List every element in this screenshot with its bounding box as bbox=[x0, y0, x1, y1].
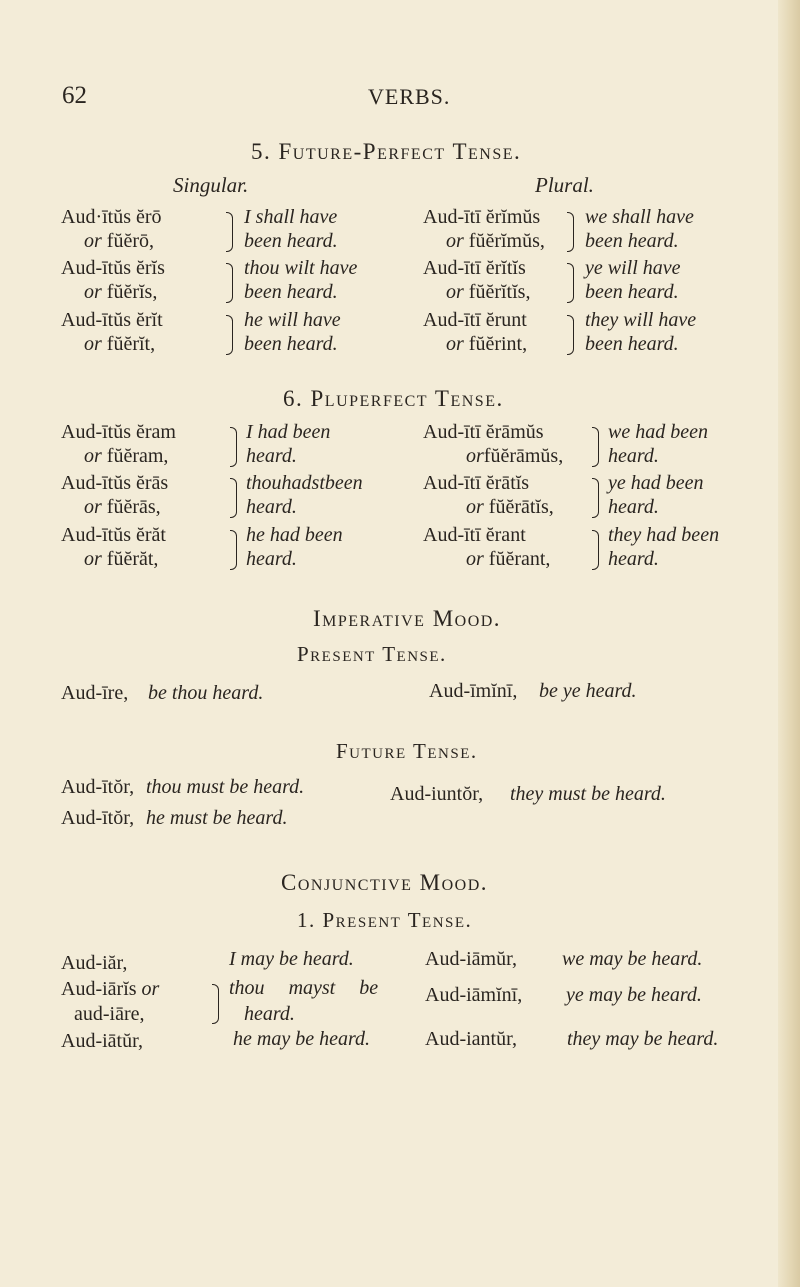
fp-sg3-alt bbox=[84, 333, 155, 356]
imp-future-3-latin: Aud-ītŏr, bbox=[61, 807, 135, 829]
pp-sg2-alt-form: fŭĕrās, bbox=[106, 496, 161, 518]
page-number: 62 bbox=[62, 82, 87, 109]
pp-pl1-latin: Aud-ītī ĕrāmŭs bbox=[423, 421, 544, 443]
conj-sg1-latin: Aud-iăr, bbox=[61, 952, 128, 974]
pp-pl2-latin: Aud-ītī ĕrātĭs bbox=[423, 472, 530, 494]
fp-sg2-alt-form: fŭĕrĭs, bbox=[106, 281, 158, 303]
conj-pl1-english: we may be heard. bbox=[562, 948, 703, 970]
brace bbox=[226, 212, 233, 252]
fp-sg1-latin: Aud·ītŭs ĕrō bbox=[61, 206, 162, 228]
brace bbox=[567, 212, 574, 252]
fp-pl1-latin: Aud-ītī ĕrĭmŭs bbox=[423, 206, 541, 228]
pp-pl2-english-2: heard. bbox=[608, 496, 659, 518]
imp-future-1-english: thou must be heard. bbox=[146, 776, 305, 798]
pp-sg1-english-1: I had been bbox=[246, 421, 331, 443]
pp-pl3-alt bbox=[466, 548, 550, 571]
conj-pl1-latin: Aud-iāmŭr, bbox=[425, 948, 517, 970]
conj-sg2-be: be bbox=[359, 977, 379, 999]
or-word: or bbox=[141, 978, 160, 1000]
or-word: or bbox=[466, 496, 484, 518]
or-word: or bbox=[84, 281, 102, 303]
pp-pl2-alt bbox=[466, 496, 554, 519]
conj-pl3-latin: Aud-iantŭr, bbox=[425, 1028, 517, 1050]
fp-pl2-english-1: ye will have bbox=[585, 257, 681, 279]
plural-label: Plural. bbox=[535, 173, 594, 197]
pp-sg3-english-2: heard. bbox=[246, 548, 297, 570]
fp-sg3-english-2: been heard. bbox=[244, 333, 338, 355]
pp-pl1-alt bbox=[466, 445, 563, 468]
conj-sg4-latin: Aud-iātŭr, bbox=[61, 1030, 143, 1052]
fp-pl3-alt-form: fŭĕrint, bbox=[468, 333, 528, 355]
fp-sg2-latin: Aud-ītŭs ĕrĭs bbox=[61, 257, 165, 279]
fp-pl3-english-2: been heard. bbox=[585, 333, 679, 355]
pp-sg1-english-2: heard. bbox=[246, 445, 297, 467]
fp-sg2-english-1: thou wilt have bbox=[244, 257, 358, 279]
brace bbox=[230, 427, 237, 467]
pluperfect-heading: 6. Pluperfect Tense. bbox=[283, 386, 504, 411]
conj-sg1-english: I may be heard. bbox=[229, 948, 354, 970]
pp-sg1-alt-form: fŭĕram, bbox=[106, 445, 169, 467]
pp-sg1-latin: Aud-ītŭs ĕram bbox=[61, 421, 176, 443]
or-word: or bbox=[446, 333, 464, 355]
conj-sg2-mayst: mayst bbox=[288, 977, 336, 999]
or-word: or bbox=[466, 445, 484, 467]
imp-present-2-latin: Aud-īmĭnī, bbox=[429, 680, 518, 702]
brace bbox=[592, 478, 599, 518]
or-word: or bbox=[84, 548, 102, 570]
fp-sg3-latin: Aud-ītŭs ĕrĭt bbox=[61, 309, 163, 331]
fp-sg3-alt-form: fŭĕrĭt, bbox=[106, 333, 156, 355]
pp-pl2-alt-form: fŭĕrātĭs, bbox=[488, 496, 554, 518]
brace bbox=[212, 984, 219, 1024]
imp-future-1-latin: Aud-ītŏr, bbox=[61, 776, 135, 798]
future-perfect-heading: 5. Future-Perfect Tense. bbox=[251, 139, 522, 164]
imp-future-2-english: they must be heard. bbox=[510, 783, 666, 805]
conj-pl2-english: ye may be heard. bbox=[566, 984, 702, 1006]
brace bbox=[567, 263, 574, 303]
conj-pl2-latin: Aud-iāmĭnī, bbox=[425, 984, 523, 1006]
pp-pl2-english-1: ye had been bbox=[608, 472, 704, 494]
pp-pl3-english-2: heard. bbox=[608, 548, 659, 570]
imp-present-1-latin: Aud-īre, bbox=[61, 682, 129, 704]
pp-sg3-latin: Aud-ītŭs ĕrăt bbox=[61, 524, 166, 546]
conj-sg4-english: he may be heard. bbox=[233, 1028, 370, 1050]
or-word: or bbox=[84, 445, 102, 467]
fp-sg1-english-1: I shall have bbox=[244, 206, 338, 228]
pp-sg3-english-1: he had been bbox=[246, 524, 343, 546]
brace bbox=[592, 427, 599, 467]
fp-pl2-alt bbox=[446, 281, 530, 304]
conj-sg3-english: heard. bbox=[244, 1003, 295, 1025]
running-head: VERBS. bbox=[368, 84, 451, 109]
brace bbox=[592, 530, 599, 570]
pp-pl3-latin: Aud-ītī ĕrant bbox=[423, 524, 526, 546]
fp-pl2-latin: Aud-ītī ĕrĭtĭs bbox=[423, 257, 526, 279]
pp-pl3-alt-form: fŭĕrant, bbox=[488, 548, 551, 570]
fp-sg2-alt bbox=[84, 281, 157, 304]
or-word: or bbox=[446, 281, 464, 303]
pp-sg1-alt bbox=[84, 445, 168, 468]
pp-pl1-alt-form: fŭĕrāmŭs, bbox=[483, 445, 564, 467]
singular-label: Singular. bbox=[173, 173, 249, 197]
brace bbox=[567, 315, 574, 355]
conjunctive-present-heading: 1. Present Tense. bbox=[297, 908, 473, 932]
imp-present-2-english: be ye heard. bbox=[539, 680, 637, 702]
fp-pl1-alt-form: fŭĕrĭmŭs, bbox=[468, 230, 545, 252]
conj-sg2-thou: thou bbox=[229, 977, 265, 999]
imp-present-1-english: be thou heard. bbox=[148, 682, 264, 704]
pp-sg3-alt bbox=[84, 548, 158, 571]
conj-sg2-english-1 bbox=[229, 977, 378, 1000]
or-word: or bbox=[84, 496, 102, 518]
imperative-present-heading: Present Tense. bbox=[297, 642, 447, 666]
fp-pl1-alt bbox=[446, 230, 545, 253]
pp-sg2-alt bbox=[84, 496, 161, 519]
imp-future-3-english: he must be heard. bbox=[146, 807, 288, 829]
imperative-future-heading: Future Tense. bbox=[336, 739, 478, 763]
brace bbox=[230, 530, 237, 570]
fp-sg2-english-2: been heard. bbox=[244, 281, 338, 303]
fp-sg1-alt bbox=[84, 230, 154, 253]
conj-sg2-form: Aud-iārĭs bbox=[61, 978, 137, 1000]
fp-pl2-alt-form: fŭĕrĭtĭs, bbox=[468, 281, 531, 303]
pp-sg2-latin: Aud-ītŭs ĕrās bbox=[61, 472, 169, 494]
or-word: or bbox=[84, 230, 102, 252]
pp-pl3-english-1: they had been bbox=[608, 524, 720, 546]
fp-sg1-english-2: been heard. bbox=[244, 230, 338, 252]
or-word: or bbox=[446, 230, 464, 252]
fp-sg3-english-1: he will have bbox=[244, 309, 341, 331]
fp-pl3-english-1: they will have bbox=[585, 309, 697, 331]
conjunctive-heading: Conjunctive Mood. bbox=[281, 870, 489, 895]
pp-pl1-english-2: heard. bbox=[608, 445, 659, 467]
pp-sg3-alt-form: fŭĕrăt, bbox=[106, 548, 159, 570]
conj-pl3-english: they may be heard. bbox=[567, 1028, 719, 1050]
fp-pl1-english-1: we shall have bbox=[585, 206, 694, 228]
conj-sg3-latin: aud-iāre, bbox=[74, 1003, 145, 1025]
pp-sg2-english-1: thouhadstbeen bbox=[246, 472, 363, 494]
imperative-heading: Imperative Mood. bbox=[313, 606, 502, 631]
fp-sg1-alt-form: fŭĕrō, bbox=[106, 230, 154, 252]
page-edge bbox=[778, 0, 800, 1287]
fp-pl3-alt bbox=[446, 333, 527, 356]
brace bbox=[226, 315, 233, 355]
pp-sg2-english-2: heard. bbox=[246, 496, 297, 518]
fp-pl3-latin: Aud-ītī ĕrunt bbox=[423, 309, 527, 331]
brace bbox=[230, 478, 237, 518]
fp-pl2-english-2: been heard. bbox=[585, 281, 679, 303]
or-word: or bbox=[466, 548, 484, 570]
imp-future-2-latin: Aud-iuntŏr, bbox=[390, 783, 484, 805]
fp-pl1-english-2: been heard. bbox=[585, 230, 679, 252]
pp-pl1-english-1: we had been bbox=[608, 421, 708, 443]
or-word: or bbox=[84, 333, 102, 355]
conj-sg2-latin bbox=[61, 978, 159, 1001]
brace bbox=[226, 263, 233, 303]
